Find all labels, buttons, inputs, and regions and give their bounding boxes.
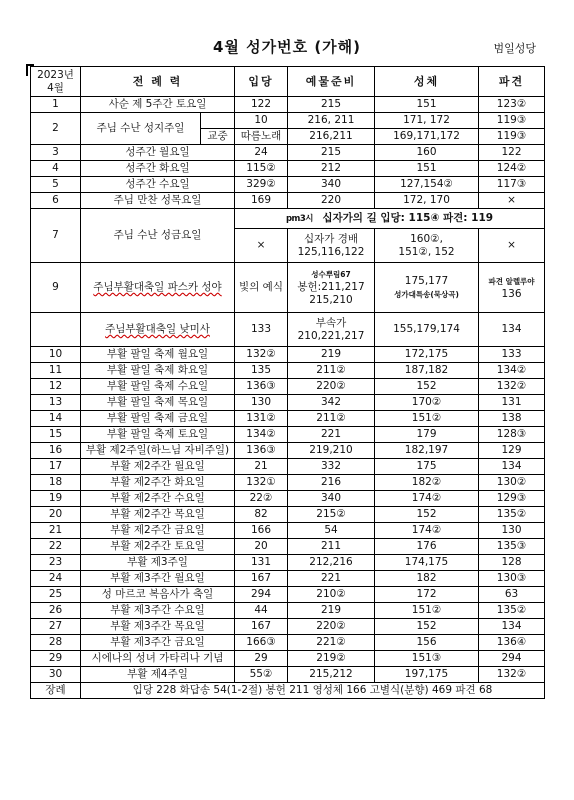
offertory-cell: 212 <box>288 161 375 177</box>
funeral-hymns: 입당 228 화답송 54(1-2절) 봉헌 211 영성체 166 고별식(분향) 469 파견 68 <box>81 683 545 699</box>
entrance-cell: 132① <box>235 475 288 491</box>
liturgy-cell: 부활 제2주간 수요일 <box>81 491 235 507</box>
year-month-header <box>31 67 81 97</box>
communion-cell: 182② <box>375 475 479 491</box>
liturgy-cell: 부활 제2주간 월요일 <box>81 459 235 475</box>
day-cell: 19 <box>31 491 81 507</box>
offertory-cell: 215 <box>288 97 375 113</box>
offertory-cell: 332 <box>288 459 375 475</box>
day-cell: 20 <box>31 507 81 523</box>
table-row <box>31 177 545 193</box>
liturgy-cell <box>81 263 235 313</box>
table-row <box>31 507 545 523</box>
entrance-cell: 115② <box>235 161 288 177</box>
offertory-cell: 220 <box>288 193 375 209</box>
table-row <box>31 523 545 539</box>
recessional-cell: 135② <box>479 507 545 523</box>
communion-cell: 151② <box>375 411 479 427</box>
liturgy-cell: 부활 제2주간 토요일 <box>81 539 235 555</box>
day-cell: 18 <box>31 475 81 491</box>
communion-cell: 151 <box>375 161 479 177</box>
month-label: 4월 <box>47 81 64 94</box>
page-title: 4월 성가번호 (가해) <box>212 38 362 56</box>
liturgy-header: 전 례 력 <box>81 67 235 97</box>
day-cell: 6 <box>31 193 81 209</box>
recessional-cell: 129 <box>479 443 545 459</box>
offertory-cell: 219 <box>288 603 375 619</box>
recessional-cell: 294 <box>479 651 545 667</box>
day-cell: 11 <box>31 363 81 379</box>
entrance-cell: 빛의 예식 <box>235 263 288 313</box>
liturgy-name: 주님부활대축일 파스카 성야 <box>93 281 222 293</box>
entrance-cell: 166 <box>235 523 288 539</box>
liturgy-cell: 시에나의 성녀 가타리나 기념 <box>81 651 235 667</box>
entrance-cell: 24 <box>235 145 288 161</box>
offertory-cell: 219 <box>288 347 375 363</box>
offertory-cell: 219② <box>288 651 375 667</box>
communion-cell: 182,197 <box>375 443 479 459</box>
recessional-line: 136 <box>501 287 522 300</box>
communion-cell: 169,171,172 <box>375 129 479 145</box>
entrance-cell: 131 <box>235 555 288 571</box>
table-row <box>31 619 545 635</box>
day-cell: 4 <box>31 161 81 177</box>
entrance-cell: 22② <box>235 491 288 507</box>
liturgy-cell: 부활 팔일 축제 토요일 <box>81 427 235 443</box>
offertory-cell: 216, 211 <box>288 113 375 129</box>
liturgy-cell: 부활 팔일 축제 화요일 <box>81 363 235 379</box>
day-cell: 29 <box>31 651 81 667</box>
table-row <box>31 667 545 683</box>
offertory-cell <box>288 263 375 313</box>
table-row <box>31 443 545 459</box>
funeral-row <box>31 683 545 699</box>
day-cell: 13 <box>31 395 81 411</box>
day-cell: 17 <box>31 459 81 475</box>
offertory-cell: 211② <box>288 363 375 379</box>
communion-cell: 179 <box>375 427 479 443</box>
liturgy-cell: 부활 제3주간 금요일 <box>81 635 235 651</box>
year-label: 2023년 <box>37 68 74 81</box>
day-cell: 15 <box>31 427 81 443</box>
recessional-cell: 129③ <box>479 491 545 507</box>
offertory-cell: 215,212 <box>288 667 375 683</box>
table-row <box>31 491 545 507</box>
liturgy-cell: 부활 제3주간 수요일 <box>81 603 235 619</box>
communion-cell: 182 <box>375 571 479 587</box>
table-row <box>31 395 545 411</box>
communion-cell: 127,154② <box>375 177 479 193</box>
liturgy-cell: 성주간 수요일 <box>81 177 235 193</box>
liturgy-name: 주님부활대축일 낮미사 <box>105 323 210 335</box>
day-cell: 14 <box>31 411 81 427</box>
table-row <box>31 347 545 363</box>
table-row <box>31 587 545 603</box>
communion-cell: 152 <box>375 379 479 395</box>
entrance-cell: 294 <box>235 587 288 603</box>
offertory-cell: 220② <box>288 379 375 395</box>
recessional-cell: 131 <box>479 395 545 411</box>
liturgy-cell: 부활 제4주일 <box>81 667 235 683</box>
offertory-cell: 54 <box>288 523 375 539</box>
liturgy-cell: 부활 제3주간 월요일 <box>81 571 235 587</box>
offertory-cell: 340 <box>288 177 375 193</box>
offertory-line: 125,116,122 <box>297 245 365 258</box>
offertory-cell: 340 <box>288 491 375 507</box>
day-cell: 3 <box>31 145 81 161</box>
offertory-cell: 212,216 <box>288 555 375 571</box>
offertory-cell: 221② <box>288 635 375 651</box>
table-row <box>31 193 545 209</box>
liturgy-cell: 부활 팔일 축제 월요일 <box>81 347 235 363</box>
recessional-cell: 124② <box>479 161 545 177</box>
entrance-header: 입당 <box>235 67 288 97</box>
communion-cell: 152 <box>375 619 479 635</box>
liturgy-cell: 성주간 화요일 <box>81 161 235 177</box>
day-cell: 7 <box>31 209 81 263</box>
day-cell: 30 <box>31 667 81 683</box>
day-cell: 1 <box>31 97 81 113</box>
table-row <box>31 313 545 347</box>
entrance-cell: 131② <box>235 411 288 427</box>
offertory-header: 예물준비 <box>288 67 375 97</box>
entrance-cell: 166③ <box>235 635 288 651</box>
liturgy-cell: 부활 팔일 축제 수요일 <box>81 379 235 395</box>
hymn-table <box>30 66 545 699</box>
recessional-cell: 134 <box>479 459 545 475</box>
communion-cell: 152 <box>375 507 479 523</box>
recessional-cell: × <box>479 229 545 263</box>
recessional-cell: 119③ <box>479 129 545 145</box>
communion-cell <box>375 263 479 313</box>
table-row <box>31 603 545 619</box>
communion-cell: 176 <box>375 539 479 555</box>
day-cell: 21 <box>31 523 81 539</box>
parish-name: 범일성당 <box>493 42 536 55</box>
day-cell: 5 <box>31 177 81 193</box>
entrance-cell: 133 <box>235 313 288 347</box>
recessional-cell: 135② <box>479 603 545 619</box>
recessional-header: 파견 <box>479 67 545 97</box>
communion-cell: 171, 172 <box>375 113 479 129</box>
recessional-cell: 119③ <box>479 113 545 129</box>
day-cell: 12 <box>31 379 81 395</box>
recessional-cell: 138 <box>479 411 545 427</box>
offertory-line: 210,221,217 <box>297 329 365 342</box>
communion-line: 151②, 152 <box>398 245 455 258</box>
communion-cell: 172 <box>375 587 479 603</box>
liturgy-cell: 사순 제 5주간 토요일 <box>81 97 235 113</box>
entrance-cell: 136③ <box>235 443 288 459</box>
entrance-cell: × <box>235 229 288 263</box>
offertory-cell: 221 <box>288 571 375 587</box>
offertory-line: 십자가 경배 <box>303 232 359 245</box>
offertory-cell: 211② <box>288 411 375 427</box>
recessional-cell <box>479 263 545 313</box>
liturgy-cell: 부활 팔일 축제 금요일 <box>81 411 235 427</box>
entrance-cell: 29 <box>235 651 288 667</box>
recessional-note: 파견 알렐루야 <box>488 276 535 286</box>
communion-cell: 174② <box>375 523 479 539</box>
table-row <box>31 379 545 395</box>
communion-cell: 174② <box>375 491 479 507</box>
table-row <box>31 459 545 475</box>
communion-cell: 175 <box>375 459 479 475</box>
offertory-note: 부속가 <box>315 316 347 329</box>
offertory-cell: 221 <box>288 427 375 443</box>
communion-cell: 174,175 <box>375 555 479 571</box>
recessional-cell: 128 <box>479 555 545 571</box>
entrance-cell: 134② <box>235 427 288 443</box>
liturgy-cell: 부활 제3주일 <box>81 555 235 571</box>
day-cell: 24 <box>31 571 81 587</box>
entrance-cell: 132② <box>235 347 288 363</box>
offertory-cell: 342 <box>288 395 375 411</box>
offertory-line: 봉헌:211,217 <box>297 281 365 293</box>
liturgy-cell: 성 마르코 복음사가 축일 <box>81 587 235 603</box>
offertory-note: 성수뿌림67 <box>311 270 351 279</box>
recessional-cell: 123② <box>479 97 545 113</box>
offertory-cell: 211 <box>288 539 375 555</box>
liturgy-cell: 부활 제2주일(하느님 자비주일) <box>81 443 235 459</box>
entrance-cell: 329② <box>235 177 288 193</box>
communion-note: 성가대특송(묵상곡) <box>394 289 459 299</box>
offertory-cell: 219,210 <box>288 443 375 459</box>
recessional-cell: 132② <box>479 667 545 683</box>
table-row <box>31 475 545 491</box>
recessional-cell: 134② <box>479 363 545 379</box>
communion-cell: 172,175 <box>375 347 479 363</box>
communion-cell: 155,179,174 <box>375 313 479 347</box>
recessional-cell: 134 <box>479 619 545 635</box>
recessional-cell: 63 <box>479 587 545 603</box>
note-text: 십자가의 길 입당: 115④ 파견: 119 <box>322 211 494 224</box>
day-cell: 10 <box>31 347 81 363</box>
recessional-cell: 132② <box>479 379 545 395</box>
mass-type-cell: 교중 <box>201 129 235 145</box>
table-row <box>31 539 545 555</box>
offertory-cell <box>288 229 375 263</box>
liturgy-cell: 부활 제3주간 목요일 <box>81 619 235 635</box>
entrance-cell: 122 <box>235 97 288 113</box>
communion-cell: 172, 170 <box>375 193 479 209</box>
entrance-cell: 44 <box>235 603 288 619</box>
entrance-cell: 169 <box>235 193 288 209</box>
entrance-cell: 따름노래 <box>235 129 288 145</box>
table-row <box>31 97 545 113</box>
offertory-cell <box>288 313 375 347</box>
recessional-cell: 130 <box>479 523 545 539</box>
day-cell: 22 <box>31 539 81 555</box>
day-cell: 25 <box>31 587 81 603</box>
liturgy-cell: 부활 제2주간 화요일 <box>81 475 235 491</box>
recessional-cell: 136④ <box>479 635 545 651</box>
table-row <box>31 263 545 313</box>
offertory-cell: 220② <box>288 619 375 635</box>
communion-cell: 151 <box>375 97 479 113</box>
entrance-cell: 130 <box>235 395 288 411</box>
liturgy-cell: 주님 수난 성금요일 <box>81 209 235 263</box>
entrance-cell: 136③ <box>235 379 288 395</box>
communion-cell: 170② <box>375 395 479 411</box>
entrance-cell: 10 <box>235 113 288 129</box>
day-cell: 27 <box>31 619 81 635</box>
communion-cell: 156 <box>375 635 479 651</box>
communion-cell: 187,182 <box>375 363 479 379</box>
recessional-cell: 133 <box>479 347 545 363</box>
communion-cell: 197,175 <box>375 667 479 683</box>
offertory-line: 215,210 <box>309 294 353 306</box>
liturgy-cell: 부활 제2주간 금요일 <box>81 523 235 539</box>
liturgy-cell <box>81 313 235 347</box>
recessional-cell: 128③ <box>479 427 545 443</box>
recessional-cell: 135③ <box>479 539 545 555</box>
entrance-cell: 82 <box>235 507 288 523</box>
note-time: pm3시 <box>285 213 314 224</box>
offertory-cell: 210② <box>288 587 375 603</box>
entrance-cell: 135 <box>235 363 288 379</box>
liturgy-cell: 주님 수난 성지주일 <box>81 113 201 145</box>
entrance-cell: 55② <box>235 667 288 683</box>
liturgy-cell: 부활 제2주간 목요일 <box>81 507 235 523</box>
day-cell: 16 <box>31 443 81 459</box>
good-friday-note <box>235 209 545 229</box>
communion-header: 성체 <box>375 67 479 97</box>
table-row <box>31 209 545 229</box>
recessional-cell: 134 <box>479 313 545 347</box>
recessional-cell: × <box>479 193 545 209</box>
recessional-cell: 130③ <box>479 571 545 587</box>
table-row <box>31 651 545 667</box>
communion-line: 160②, <box>410 232 443 245</box>
day-cell: 9 <box>31 263 81 313</box>
table-row <box>31 555 545 571</box>
table-row <box>31 411 545 427</box>
day-cell: 26 <box>31 603 81 619</box>
recessional-cell: 130② <box>479 475 545 491</box>
offertory-cell: 215 <box>288 145 375 161</box>
funeral-label: 장례 <box>31 683 81 699</box>
day-cell: 28 <box>31 635 81 651</box>
liturgy-cell: 성주간 월요일 <box>81 145 235 161</box>
offertory-cell: 216 <box>288 475 375 491</box>
day-cell <box>31 313 81 347</box>
table-row <box>31 145 545 161</box>
entrance-cell: 20 <box>235 539 288 555</box>
table-row <box>31 635 545 651</box>
communion-line: 175,177 <box>404 274 449 287</box>
communion-cell: 151③ <box>375 651 479 667</box>
day-cell: 23 <box>31 555 81 571</box>
table-row <box>31 571 545 587</box>
communion-cell: 160 <box>375 145 479 161</box>
table-row <box>31 427 545 443</box>
recessional-cell: 122 <box>479 145 545 161</box>
liturgy-cell: 주님 만찬 성목요일 <box>81 193 235 209</box>
offertory-cell: 215② <box>288 507 375 523</box>
table-row <box>31 161 545 177</box>
day-cell: 2 <box>31 113 81 145</box>
entrance-cell: 167 <box>235 571 288 587</box>
offertory-cell: 216,211 <box>288 129 375 145</box>
mass-type-cell <box>201 113 235 129</box>
entrance-cell: 167 <box>235 619 288 635</box>
entrance-cell: 21 <box>235 459 288 475</box>
table-row <box>31 363 545 379</box>
header-row <box>31 67 545 97</box>
table-row <box>31 113 545 129</box>
communion-cell <box>375 229 479 263</box>
communion-cell: 151② <box>375 603 479 619</box>
liturgy-cell: 부활 팔일 축제 목요일 <box>81 395 235 411</box>
recessional-cell: 117③ <box>479 177 545 193</box>
